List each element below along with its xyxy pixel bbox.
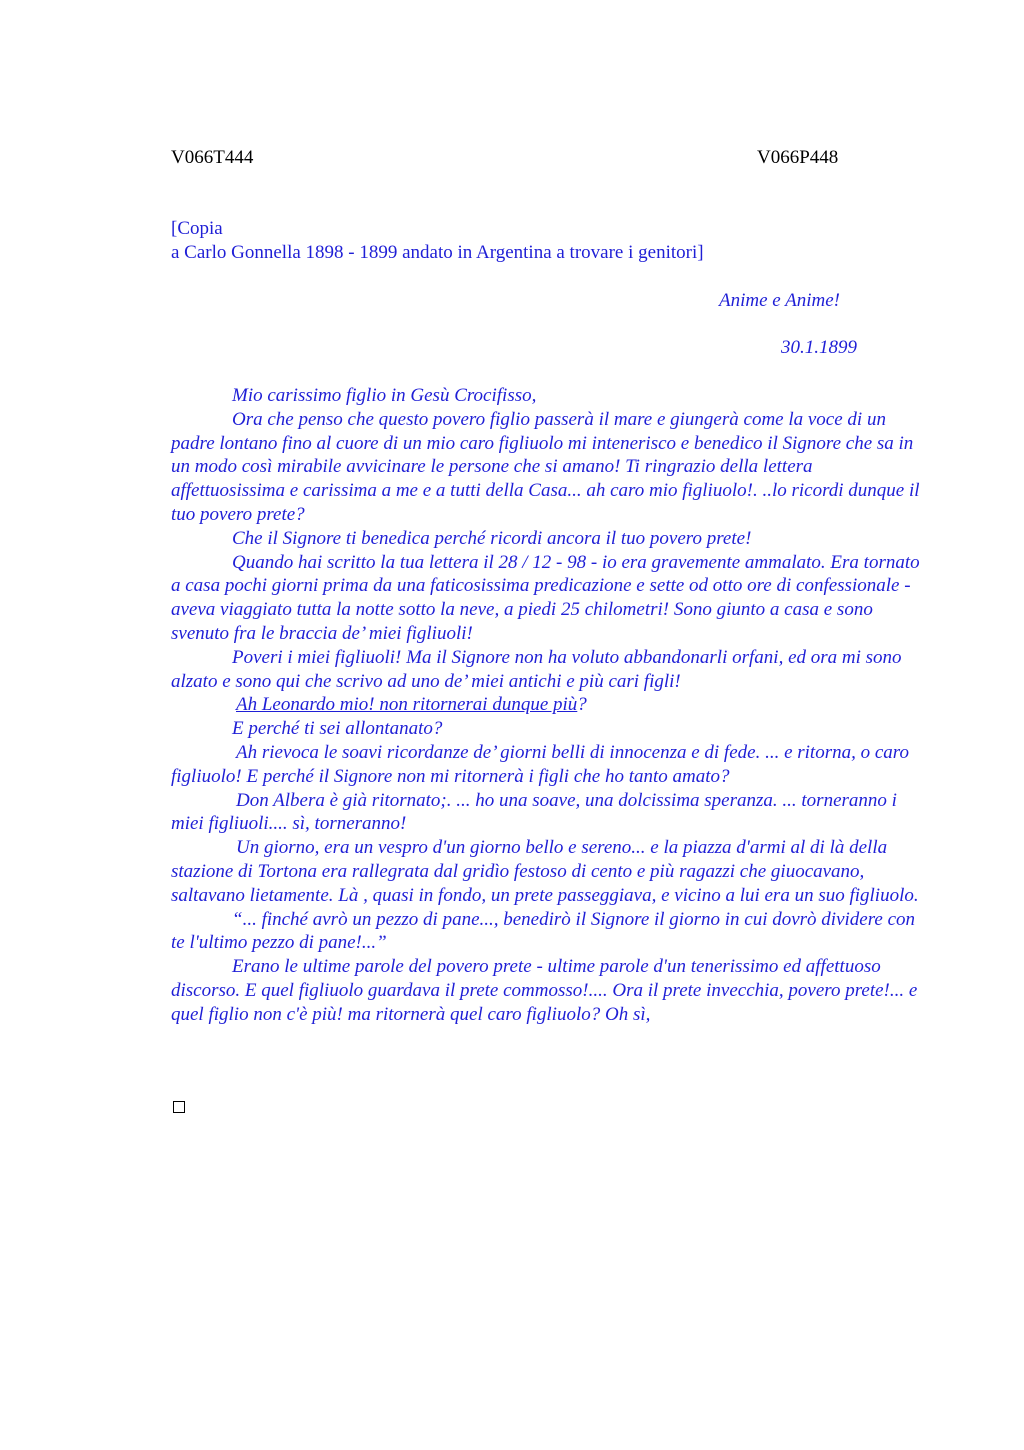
letter-motto: Anime e Anime! <box>719 290 840 311</box>
paragraph-10: “... finché avrò un pezzo di pane..., benedirò il Signore il giorno in cui dovrò dividere con te l'ultimo pezzo di pane!...” <box>171 908 916 954</box>
paragraph-3: Quando hai scritto la tua lettera il 28 / 12 - 98 - io era gravemente ammalato. Era tornato a casa pochi giorni prima da una faticosissima predicazione e sette od otto ore di confessionale - aveva viaggiato tutta la notte sotto la neve, a piedi 25 chilometri! Sono giunto a casa e sono svenuto fra le braccia de’ miei figliuoli! <box>171 551 920 644</box>
editorial-note-line-2: a Carlo Gonnella 1898 - 1899 andato in Argentina a trovare i genitori] <box>171 242 704 263</box>
paragraph-8: Don Albera è già ritornato;. ... ho una soave, una dolcissima speranza. ... torneranno i miei figliuoli.... sì, torneranno! <box>171 789 897 835</box>
document-code-left: V066T444 <box>171 147 254 168</box>
editorial-note-line-1: [Copia <box>171 218 223 239</box>
document-code-right: V066P448 <box>757 147 839 168</box>
paragraph-1: Ora che penso che questo povero figlio passerà il mare e giungerà come la voce di un padre lontano fino al cuore di un mio caro figliuolo mi intenerisco e benedico il Signore che sa in un modo così mirabile avvicinare le persone che si amano! Ti ringrazio della lettera affettuosissima e carissima a me e a tutti della Casa... ah caro mio figliuolo!. ..lo ricordi dunque il tuo povero prete? <box>171 408 920 525</box>
letter-date: 30.1.1899 <box>781 337 857 358</box>
paragraph-5-tail: ? <box>577 694 587 716</box>
paragraph-11: Erano le ultime parole del povero prete - ultime parole d'un tenerissimo ed affettuoso discorso. E quel figliuolo guardava il prete commosso!.... Ora il prete invecchia, povero prete!... e quel figlio non c'è più! ma ritornerà quel caro figliuolo? Oh sì, <box>171 956 918 1025</box>
paragraph-9: Un giorno, era un vespro d'un giorno bello e sereno... e la piazza d'armi al di là della stazione di Tortona era rallegrata dal gridìo festoso di cento e più ragazzi che giuocavano, saltavano lietamente. Là , quasi in fondo, un prete passeggiava, e vicino a lui era un suo figliuolo. <box>171 837 919 906</box>
paragraph-7: Ah rievoca le soavi ricordanze de’ giorni belli di innocenza e di fede. ... e ritorna, o caro figliuolo! E perché il Signore non mi ritornerà i figli che ho tanto amato? <box>171 741 909 787</box>
paragraph-6: E perché ti sei allontanato? <box>232 718 443 740</box>
letter-salutation: Mio carissimo figlio in Gesù Crocifisso, <box>232 385 537 406</box>
end-marker-box <box>173 1101 185 1113</box>
paragraph-5 <box>171 693 931 717</box>
underlined-phrase: Ah Leonardo mio! non ritornerai dunque più <box>236 694 578 716</box>
paragraph-4: Poveri i miei figliuoli! Ma il Signore non ha voluto abbandonarli orfani, ed ora mi sono alzato e sono qui che scrivo ad uno de’ miei antichi e più cari figli! <box>171 646 902 692</box>
paragraph-2: Che il Signore ti benedica perché ricordi ancora il tuo povero prete! <box>232 527 752 549</box>
letter-body <box>171 384 931 1027</box>
